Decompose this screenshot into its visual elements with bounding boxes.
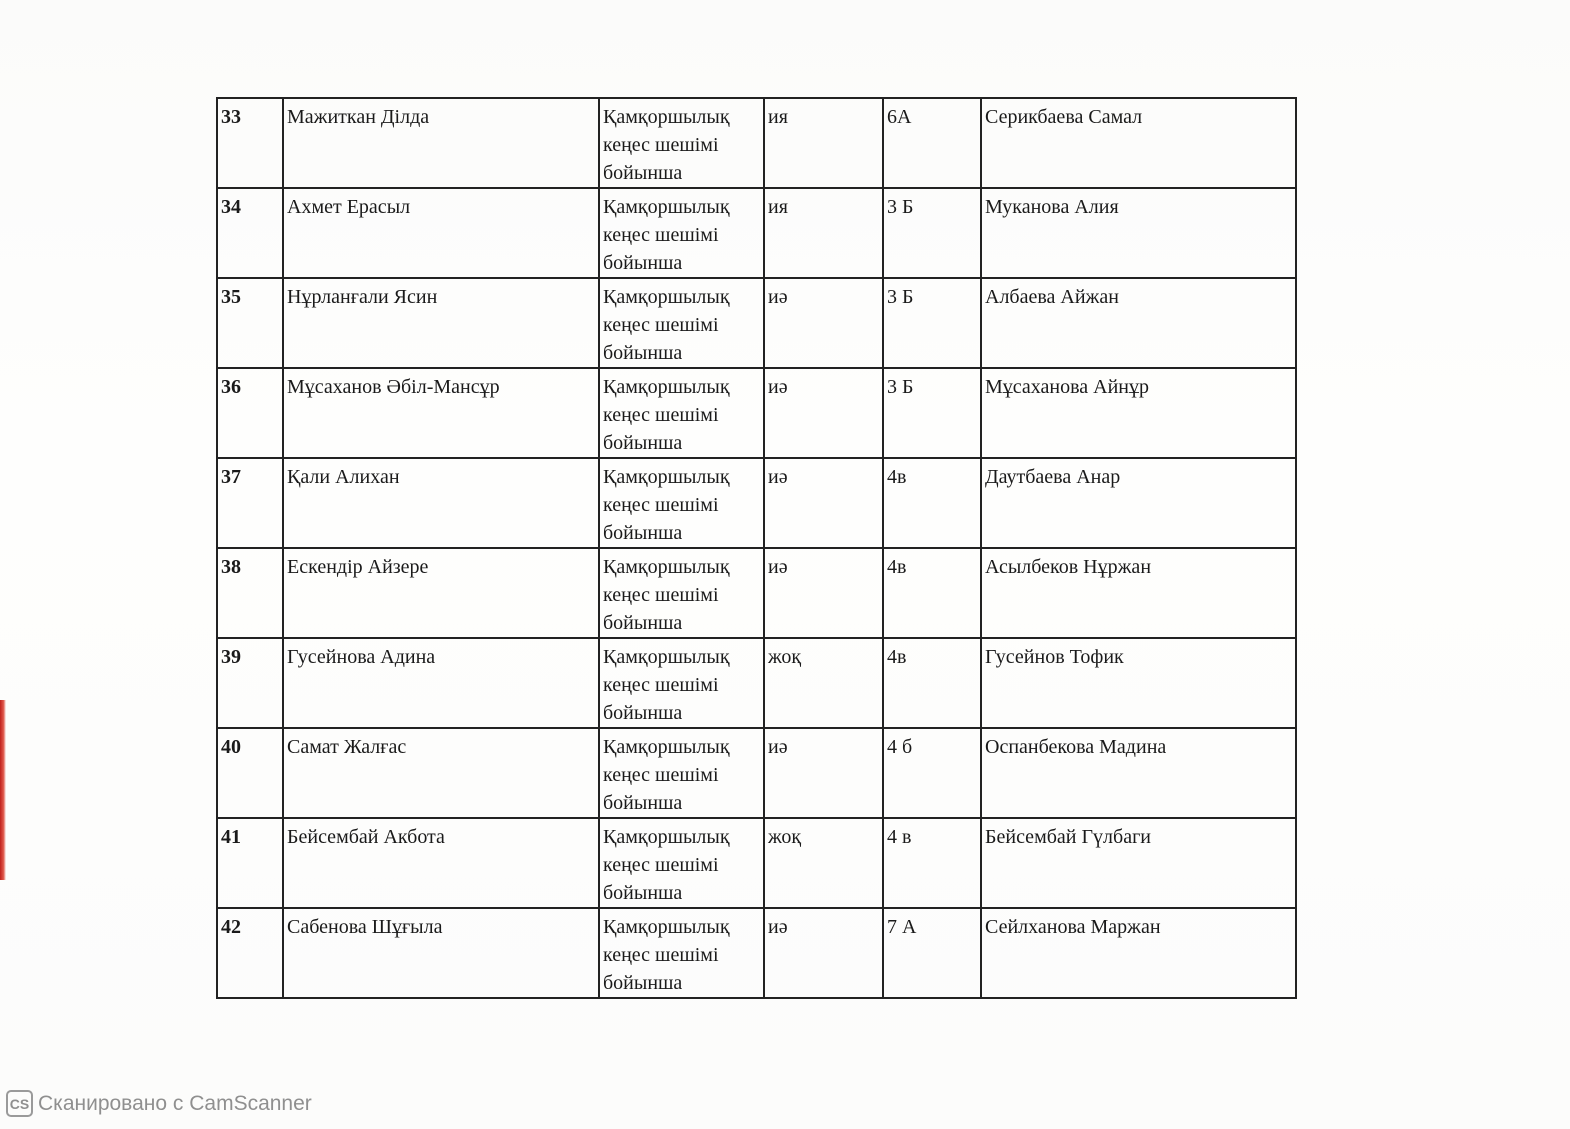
row-number: 35 [217, 278, 283, 368]
basis-line: Қамқоршылық [603, 646, 730, 668]
basis-line: кеңес шешімі [603, 764, 719, 786]
basis-line: бойынша [603, 522, 683, 544]
student-name: Ахмет Ерасыл [283, 188, 599, 278]
table-row [217, 908, 1296, 998]
class-cell: 4 б [883, 728, 981, 818]
row-number: 41 [217, 818, 283, 908]
student-name: Бейсембай Акбота [283, 818, 599, 908]
status-cell: жоқ [764, 638, 883, 728]
basis-line: кеңес шешімі [603, 404, 719, 426]
basis-line: кеңес шешімі [603, 674, 719, 696]
row-number: 34 [217, 188, 283, 278]
status-cell: иә [764, 728, 883, 818]
student-name: Сабенова Шұғыла [283, 908, 599, 998]
status-cell: иә [764, 548, 883, 638]
class-cell: 6А [883, 98, 981, 188]
basis-cell [599, 98, 764, 188]
table-row [217, 638, 1296, 728]
class-cell: 4 в [883, 818, 981, 908]
camscanner-logo-icon: CS [6, 1090, 33, 1117]
row-number: 33 [217, 98, 283, 188]
basis-cell [599, 548, 764, 638]
row-number: 36 [217, 368, 283, 458]
status-cell: иә [764, 908, 883, 998]
parent-name: Гусейнов Тофик [981, 638, 1296, 728]
status-cell: иә [764, 458, 883, 548]
class-cell: 7 А [883, 908, 981, 998]
basis-cell [599, 818, 764, 908]
basis-line: Қамқоршылық [603, 916, 730, 938]
parent-name: Албаева Айжан [981, 278, 1296, 368]
parent-name: Серикбаева Самал [981, 98, 1296, 188]
table-row [217, 728, 1296, 818]
basis-line: бойынша [603, 792, 683, 814]
row-number: 39 [217, 638, 283, 728]
basis-line: Қамқоршылық [603, 556, 730, 578]
basis-line: бойынша [603, 252, 683, 274]
parent-name: Мұсаханова Айнұр [981, 368, 1296, 458]
class-cell: 4в [883, 458, 981, 548]
basis-line: кеңес шешімі [603, 134, 719, 156]
watermark-text: Сканировано с CamScanner [38, 1091, 312, 1115]
class-cell: 3 Б [883, 368, 981, 458]
basis-line: бойынша [603, 972, 683, 994]
student-name: Қали Алихан [283, 458, 599, 548]
basis-line: бойынша [603, 612, 683, 634]
class-cell: 4в [883, 548, 981, 638]
row-number: 38 [217, 548, 283, 638]
table-row [217, 548, 1296, 638]
status-cell: иә [764, 278, 883, 368]
basis-line: бойынша [603, 432, 683, 454]
camscanner-watermark [6, 1090, 312, 1117]
parent-name: Бейсембай Гүлбаги [981, 818, 1296, 908]
class-cell: 3 Б [883, 188, 981, 278]
table-row [217, 98, 1296, 188]
basis-line: кеңес шешімі [603, 314, 719, 336]
basis-cell [599, 638, 764, 728]
table-row [217, 818, 1296, 908]
status-cell: жоқ [764, 818, 883, 908]
basis-line: кеңес шешімі [603, 584, 719, 606]
row-number: 40 [217, 728, 283, 818]
table-row [217, 278, 1296, 368]
basis-line: бойынша [603, 162, 683, 184]
basis-cell [599, 908, 764, 998]
parent-name: Оспанбекова Мадина [981, 728, 1296, 818]
basis-line: кеңес шешімі [603, 224, 719, 246]
class-cell: 3 Б [883, 278, 981, 368]
parent-name: Сейлханова Маржан [981, 908, 1296, 998]
student-name: Нұрланғали Ясин [283, 278, 599, 368]
basis-cell [599, 188, 764, 278]
basis-line: Қамқоршылық [603, 466, 730, 488]
student-name: Гусейнова Адина [283, 638, 599, 728]
basis-line: кеңес шешімі [603, 494, 719, 516]
basis-line: Қамқоршылық [603, 106, 730, 128]
scan-edge-artifact [0, 700, 6, 880]
students-table [216, 97, 1297, 999]
student-name: Мұсаханов Әбіл-Мансұр [283, 368, 599, 458]
status-cell: ия [764, 98, 883, 188]
class-cell: 4в [883, 638, 981, 728]
basis-line: бойынша [603, 702, 683, 724]
student-name: Самат Жалғас [283, 728, 599, 818]
basis-line: Қамқоршылық [603, 826, 730, 848]
table-row [217, 458, 1296, 548]
basis-line: бойынша [603, 342, 683, 364]
basis-cell [599, 278, 764, 368]
basis-line: кеңес шешімі [603, 944, 719, 966]
basis-line: кеңес шешімі [603, 854, 719, 876]
basis-line: Қамқоршылық [603, 736, 730, 758]
table-body [217, 98, 1296, 998]
basis-cell [599, 368, 764, 458]
student-name: Мажиткан Ділда [283, 98, 599, 188]
student-name: Ескендір Айзере [283, 548, 599, 638]
parent-name: Асылбеков Нұржан [981, 548, 1296, 638]
parent-name: Муканова Алия [981, 188, 1296, 278]
parent-name: Даутбаева Анар [981, 458, 1296, 548]
status-cell: иә [764, 368, 883, 458]
basis-line: бойынша [603, 882, 683, 904]
basis-line: Қамқоршылық [603, 286, 730, 308]
basis-cell [599, 458, 764, 548]
row-number: 37 [217, 458, 283, 548]
basis-line: Қамқоршылық [603, 376, 730, 398]
status-cell: ия [764, 188, 883, 278]
basis-cell [599, 728, 764, 818]
row-number: 42 [217, 908, 283, 998]
table-row [217, 368, 1296, 458]
table-row [217, 188, 1296, 278]
basis-line: Қамқоршылық [603, 196, 730, 218]
